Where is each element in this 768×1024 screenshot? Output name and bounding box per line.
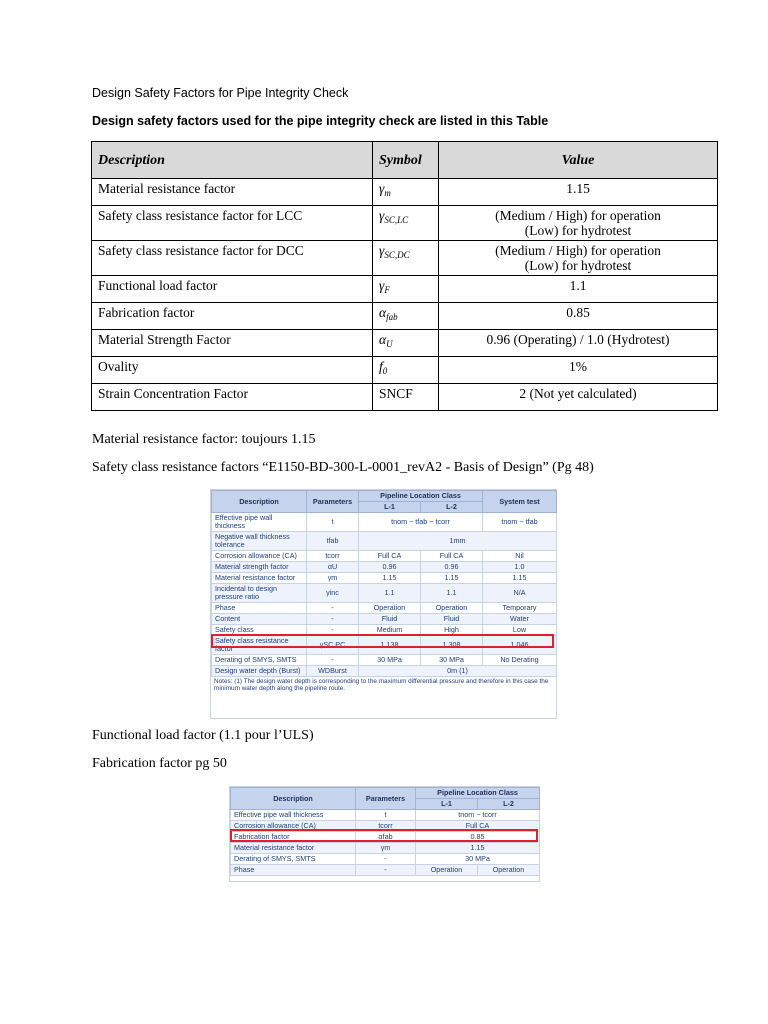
mini-table-row <box>212 551 557 562</box>
mini-header-location-class: Pipeline Location Class <box>359 491 483 502</box>
paragraph-functional-load: Functional load factor (1.1 pour l’ULS) <box>92 728 314 743</box>
highlight-safety-class <box>211 634 554 648</box>
mini2-cell-description: Material resistance factor <box>231 843 356 854</box>
mini-table-row <box>231 865 540 876</box>
row-value <box>439 241 718 276</box>
header-value: Value <box>439 142 718 179</box>
mini-cell-system: Temporary <box>483 603 557 614</box>
mini-table-row <box>212 532 557 551</box>
row-value <box>439 206 718 241</box>
mini-cell-parameter: γinc <box>307 584 359 603</box>
mini-cell-l1: 1.1 <box>359 584 421 603</box>
mini-cell-parameter: γm <box>307 573 359 584</box>
mini-cell-system: 1.15 <box>483 573 557 584</box>
mini-cell-value: 1mm <box>359 532 557 551</box>
table-row <box>92 206 718 241</box>
mini2-cell-description: Corrosion allowance (CA) <box>231 821 356 832</box>
value-line-1: 0.96 (Operating) / 1.0 (Hydrotest) <box>486 332 670 347</box>
mini-table-row <box>212 666 557 677</box>
mini-cell-description: Material strength factor <box>212 562 307 573</box>
mini2-cell-description: Derating of SMYS, SMTS <box>231 854 356 865</box>
row-symbol <box>373 179 439 206</box>
symbol-subscript: m <box>384 188 391 198</box>
mini-cell-l1: 1.15 <box>359 573 421 584</box>
mini-cell-description: Corrosion allowance (CA) <box>212 551 307 562</box>
table-row <box>92 384 718 411</box>
value-line-1: 1.15 <box>566 181 590 196</box>
mini-cell-description: Negative wall thickness tolerance <box>212 532 307 551</box>
row-symbol <box>373 276 439 303</box>
mini-cell-l1: 0.96 <box>359 562 421 573</box>
paragraph-fabrication-factor: Fabrication factor pg 50 <box>92 756 227 771</box>
row-description: Ovality <box>92 357 373 384</box>
row-description: Functional load factor <box>92 276 373 303</box>
mini2-cell-l1: Operation <box>416 865 478 876</box>
mini-cell-system: No Derating <box>483 655 557 666</box>
table-row <box>92 330 718 357</box>
mini-cell-parameter: - <box>307 625 359 636</box>
mini-cell-system: Low <box>483 625 557 636</box>
mini-cell-description: Design water depth (Burst) <box>212 666 307 677</box>
mini2-cell-value: 30 MPa <box>416 854 540 865</box>
symbol-base: SNCF <box>379 386 413 401</box>
symbol-subscript: 0 <box>382 366 388 376</box>
mini2-cell-parameter: γm <box>356 843 416 854</box>
mini-table-row <box>231 810 540 821</box>
mini-cell-l1: Fluid <box>359 614 421 625</box>
mini-cell-system: tnom − tfab <box>483 513 557 532</box>
table-row <box>92 303 718 330</box>
mini2-cell-value: tnom − tcorr <box>416 810 540 821</box>
row-value <box>439 276 718 303</box>
table-row <box>92 179 718 206</box>
mini-header-l2: L-2 <box>421 502 483 513</box>
table-row <box>92 357 718 384</box>
row-description: Safety class resistance factor for DCC <box>92 241 373 276</box>
mini2-header-l1: L-1 <box>416 799 478 810</box>
row-value <box>439 330 718 357</box>
value-line-1: 0.85 <box>566 305 590 320</box>
mini-cell-parameter: tfab <box>307 532 359 551</box>
row-symbol <box>373 206 439 241</box>
mini-cell-parameter: αU <box>307 562 359 573</box>
row-symbol <box>373 384 439 411</box>
value-line-1: 1% <box>569 359 587 374</box>
mini2-cell-l2: Operation <box>478 865 540 876</box>
mini-cell-system: N/A <box>483 584 557 603</box>
mini-cell-l2: Operation <box>421 603 483 614</box>
mini2-cell-parameter: - <box>356 865 416 876</box>
mini-cell-l1: Medium <box>359 625 421 636</box>
mini-cell-parameter: - <box>307 603 359 614</box>
mini-cell-l2: Fluid <box>421 614 483 625</box>
symbol-base: γ <box>379 208 385 223</box>
mini-table-row <box>212 614 557 625</box>
mini-cell-description: Incidental to design pressure ratio <box>212 584 307 603</box>
row-description: Fabrication factor <box>92 303 373 330</box>
safety-factors-table <box>91 141 718 411</box>
row-description: Material Strength Factor <box>92 330 373 357</box>
mini-cell-l2: 30 MPa <box>421 655 483 666</box>
mini2-cell-parameter: t <box>356 810 416 821</box>
mini-cell-system: Nil <box>483 551 557 562</box>
basis-design-table <box>211 490 557 677</box>
mini2-cell-value: Full CA <box>416 821 540 832</box>
table-note: Notes: (1) The design water depth is corresponding to the maximum differential pressure and therefore in this case the minimum water depth along the pipeline route. <box>214 678 549 692</box>
row-value <box>439 357 718 384</box>
row-symbol <box>373 357 439 384</box>
symbol-subscript: fab <box>386 312 398 322</box>
mini-cell-l1: Operation <box>359 603 421 614</box>
mini-cell-description: Content <box>212 614 307 625</box>
row-value <box>439 303 718 330</box>
row-value <box>439 179 718 206</box>
mini-cell-value: 0m (1) <box>359 666 557 677</box>
mini-table-row <box>212 513 557 532</box>
row-description: Safety class resistance factor for LCC <box>92 206 373 241</box>
mini-cell-l2: 1.15 <box>421 573 483 584</box>
mini-cell-system: 1.046 <box>483 636 557 655</box>
mini2-cell-parameter: αfab <box>356 832 416 843</box>
mini2-header-description: Description <box>231 788 356 810</box>
mini-cell-description: Derating of SMYS, SMTS <box>212 655 307 666</box>
value-line-1: (Medium / High) for operation <box>495 208 661 223</box>
mini-header-description: Description <box>212 491 307 513</box>
mini-cell-parameter: t <box>307 513 359 532</box>
row-description: Strain Concentration Factor <box>92 384 373 411</box>
section-heading: Design Safety Factors for Pipe Integrity Check <box>92 86 349 100</box>
mini2-cell-parameter: tcorr <box>356 821 416 832</box>
mini-header-system-test: System test <box>483 491 557 513</box>
row-symbol <box>373 303 439 330</box>
mini-cell-l1: 30 MPa <box>359 655 421 666</box>
symbol-subscript: U <box>386 339 393 349</box>
mini2-cell-value: 1.15 <box>416 843 540 854</box>
mini2-cell-description: Effective pipe wall thickness <box>231 810 356 821</box>
mini2-cell-description: Fabrication factor <box>231 832 356 843</box>
intro-text: Design safety factors used for the pipe integrity check are listed in this Table <box>92 114 549 128</box>
mini-cell-parameter: WDBurst <box>307 666 359 677</box>
mini-cell-description: Safety class resistance factor <box>212 636 307 655</box>
mini-cell-l2: High <box>421 625 483 636</box>
value-line-1: (Medium / High) for operation <box>495 243 661 258</box>
mini-cell-l1: Full CA <box>359 551 421 562</box>
mini-table-row <box>231 843 540 854</box>
symbol-subscript: F <box>384 285 390 295</box>
row-symbol <box>373 330 439 357</box>
symbol-subscript: SC,LC <box>384 215 409 225</box>
header-symbol: Symbol <box>373 142 439 179</box>
mini2-cell-parameter: - <box>356 854 416 865</box>
mini-header-parameters: Parameters <box>307 491 359 513</box>
mini-cell-l2: Full CA <box>421 551 483 562</box>
mini-table-row <box>212 655 557 666</box>
value-line-1: 2 (Not yet calculated) <box>519 386 637 401</box>
mini-cell-l2: 1.1 <box>421 584 483 603</box>
mini-header-l1: L-1 <box>359 502 421 513</box>
mini-cell-l2: 0.96 <box>421 562 483 573</box>
value-line-2: (Low) for hydrotest <box>524 258 632 273</box>
symbol-base: α <box>379 332 387 347</box>
mini2-header-location-class: Pipeline Location Class <box>416 788 540 799</box>
mini-cell-description: Safety class <box>212 625 307 636</box>
symbol-base: γ <box>379 181 385 196</box>
row-symbol <box>373 241 439 276</box>
mini-table-row <box>212 603 557 614</box>
row-description: Material resistance factor <box>92 179 373 206</box>
mini-table-row <box>212 562 557 573</box>
symbol-base: α <box>379 305 387 320</box>
mini2-header-l2: L-2 <box>478 799 540 810</box>
mini2-cell-description: Phase <box>231 865 356 876</box>
table-row <box>92 276 718 303</box>
mini-table-row <box>212 573 557 584</box>
mini-table-row <box>231 854 540 865</box>
symbol-base: γ <box>379 278 385 293</box>
mini-cell-description: Effective pipe wall thickness <box>212 513 307 532</box>
mini-cell-description: Material resistance factor <box>212 573 307 584</box>
mini2-cell-value: 0.85 <box>416 832 540 843</box>
symbol-base: γ <box>379 243 385 258</box>
mini-table-row <box>212 584 557 603</box>
paragraph-safety-class: Safety class resistance factors “E1150-BD-300-L-0001_revA2 - Basis of Design” (Pg 48) <box>92 460 594 475</box>
highlight-fabrication-factor <box>230 829 538 842</box>
row-value <box>439 384 718 411</box>
header-description: Description <box>92 142 373 179</box>
value-line-1: 1.1 <box>569 278 587 293</box>
mini-cell-system: Water <box>483 614 557 625</box>
value-line-2: (Low) for hydrotest <box>524 223 632 238</box>
mini-cell-parameter: tcorr <box>307 551 359 562</box>
mini-cell-parameter: - <box>307 655 359 666</box>
mini-cell-value: tnom − tfab − tcorr <box>359 513 483 532</box>
fabrication-table-image <box>229 786 540 882</box>
symbol-subscript: SC,DC <box>384 250 410 260</box>
mini-cell-l2: 1.308 <box>421 636 483 655</box>
table-row <box>92 241 718 276</box>
mini-cell-system: 1.0 <box>483 562 557 573</box>
mini-cell-parameter: - <box>307 614 359 625</box>
paragraph-material-resistance: Material resistance factor: toujours 1.15 <box>92 432 316 447</box>
mini-cell-description: Phase <box>212 603 307 614</box>
mini2-header-parameters: Parameters <box>356 788 416 810</box>
symbol-base: f <box>379 359 383 374</box>
mini-cell-parameter: γSC,PC <box>307 636 359 655</box>
mini-cell-l1: 1.138 <box>359 636 421 655</box>
basis-of-design-table-image <box>210 489 557 719</box>
